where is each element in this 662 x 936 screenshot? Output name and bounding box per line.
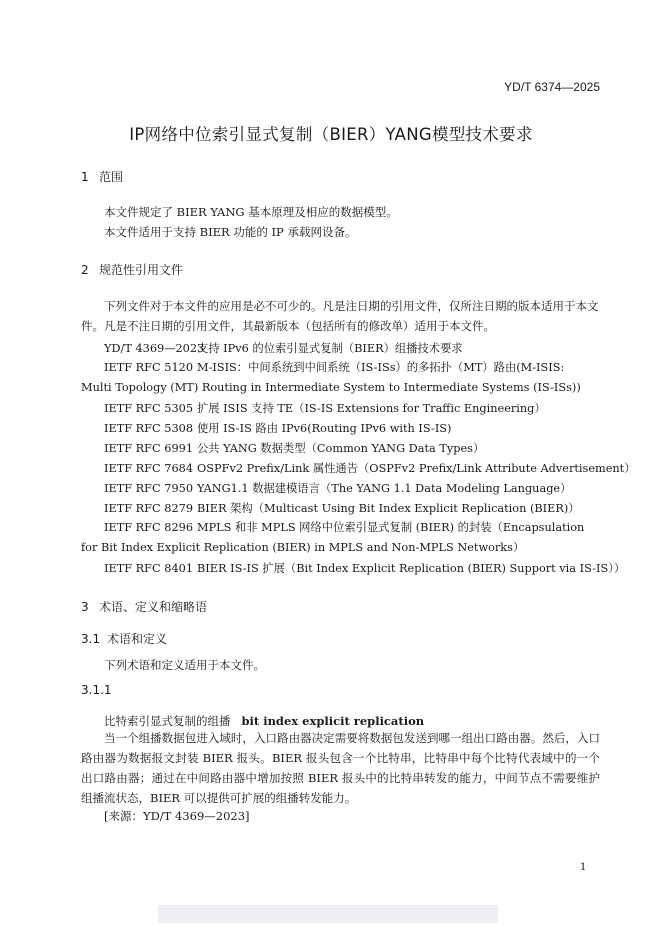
document-title: IP网络中位索引显式复制（BIER）YANG模型技术要求 — [129, 125, 533, 144]
reference-title: OSPFv2 Prefix/Link 属性通告（OSPFv2 Prefix/Link Attribute Advertisement） — [197, 462, 636, 475]
reference-item — [104, 340, 463, 356]
reference-item — [104, 480, 571, 496]
term-number: 3.1.1 — [81, 683, 112, 697]
subsection-number: 3.1 — [81, 632, 101, 646]
section-title: 规范性引用文件 — [99, 263, 184, 277]
reference-title: YANG1.1 数据建模语言（The YANG 1.1 Data Modeling Language） — [197, 482, 572, 495]
section-number: 3 — [81, 600, 89, 614]
watermark-bar — [158, 905, 498, 923]
reference-item — [104, 560, 625, 576]
reference-title: 支持 IPv6 的位索引显式复制（BIER）组播技术要求 — [197, 342, 463, 355]
reference-code: IETF RFC 5120 — [104, 361, 194, 374]
section-title: 术语、定义和缩略语 — [99, 600, 208, 614]
reference-item — [104, 400, 546, 416]
section-3-heading — [81, 598, 207, 615]
reference-title: 公共 YANG 数据类型（Common YANG Data Types） — [197, 442, 485, 455]
section-title: 范围 — [99, 170, 124, 184]
reference-title: 使用 IS-IS 路由 IPv6(Routing IPv6 with IS-IS) — [197, 422, 452, 435]
term-chinese: 比特索引显式复制的组播 — [104, 714, 231, 728]
paragraph: 本文件适用于支持 BIER 功能的 IP 承载网设备。 — [104, 225, 357, 239]
term-english: bit index explicit replication — [241, 714, 425, 728]
reference-title: MPLS 和非 MPLS 网络中位索引显式复制 (BIER) 的封装（Encapsulation for Bit Index Explicit Replication (BIER) in MPLS and Non-MPLS Networks） — [81, 521, 585, 554]
reference-code: IETF RFC 5305 — [104, 402, 194, 415]
paragraph: 件。凡是不注日期的引用文件，其最新版本（包括所有的修改单）适用于本文件。 — [81, 319, 495, 333]
reference-title: BIER IS-IS 扩展（Bit Index Explicit Replication (BIER) Support via IS-IS）） — [197, 562, 626, 575]
reference-code: IETF RFC 6991 — [104, 442, 194, 455]
reference-item — [81, 358, 596, 398]
reference-title: M-ISIS：中间系统到中间系统（IS-ISs）的多拓扑（MT）路由(M-ISIS: Multi Topology (MT) Routing in Intermediate System to Intermediate Systems (IS-ISs)) — [81, 361, 581, 394]
reference-item — [104, 460, 636, 476]
paragraph: 下列文件对于本文件的应用是必不可少的。凡是注日期的引用文件，仅所注日期的版本适用于本文 — [104, 299, 599, 313]
term-source: [来源：YD/T 4369—2023] — [104, 809, 250, 823]
reference-item — [104, 500, 580, 516]
reference-code: YD/T 4369—2023 — [104, 342, 205, 355]
paragraph: 下列术语和定义适用于本文件。 — [104, 658, 265, 672]
reference-title: 扩展 ISIS 支持 TE（IS-IS Extensions for Traffic Engineering） — [197, 402, 546, 415]
standard-code: YD/T 6374—2025 — [504, 80, 600, 94]
reference-code: IETF RFC 8279 — [104, 502, 194, 515]
subsection-heading — [81, 630, 167, 647]
term-definition: 当一个组播数据包进入域时，入口路由器决定需要将数据包发送到哪一组出口路由器。然后，入口路由器为数据报文封装 BIER 报头。BIER 报头包含一个比特串，比特串中每个比特代表域中的一个出口路由器；通过在中间路由器中增加按照 BIER 报头中的比特串转发的能力，中间节点不需要维护组播流状态，BIER 可以提供可扩展的组播转发能力。 — [81, 731, 600, 805]
reference-title: BIER 架构（Multicast Using Bit Index Explicit Replication (BIER)） — [197, 502, 580, 515]
reference-code: IETF RFC 8296 — [104, 521, 194, 534]
reference-code: IETF RFC 5308 — [104, 422, 194, 435]
term-entry — [104, 713, 424, 729]
reference-item — [81, 518, 596, 558]
section-2-heading — [81, 261, 183, 278]
page-number: 1 — [580, 862, 587, 873]
reference-item — [104, 440, 484, 456]
section-number: 2 — [81, 263, 89, 277]
reference-code: IETF RFC 7684 — [104, 462, 194, 475]
reference-code: IETF RFC 7950 — [104, 482, 194, 495]
section-1-heading — [81, 168, 123, 185]
reference-code: IETF RFC 8401 — [104, 562, 194, 575]
paragraph: 本文件规定了 BIER YANG 基本原理及相应的数据模型。 — [104, 205, 398, 219]
subsection-title: 术语和定义 — [107, 632, 168, 646]
section-number: 1 — [81, 170, 89, 184]
reference-item — [104, 420, 451, 436]
